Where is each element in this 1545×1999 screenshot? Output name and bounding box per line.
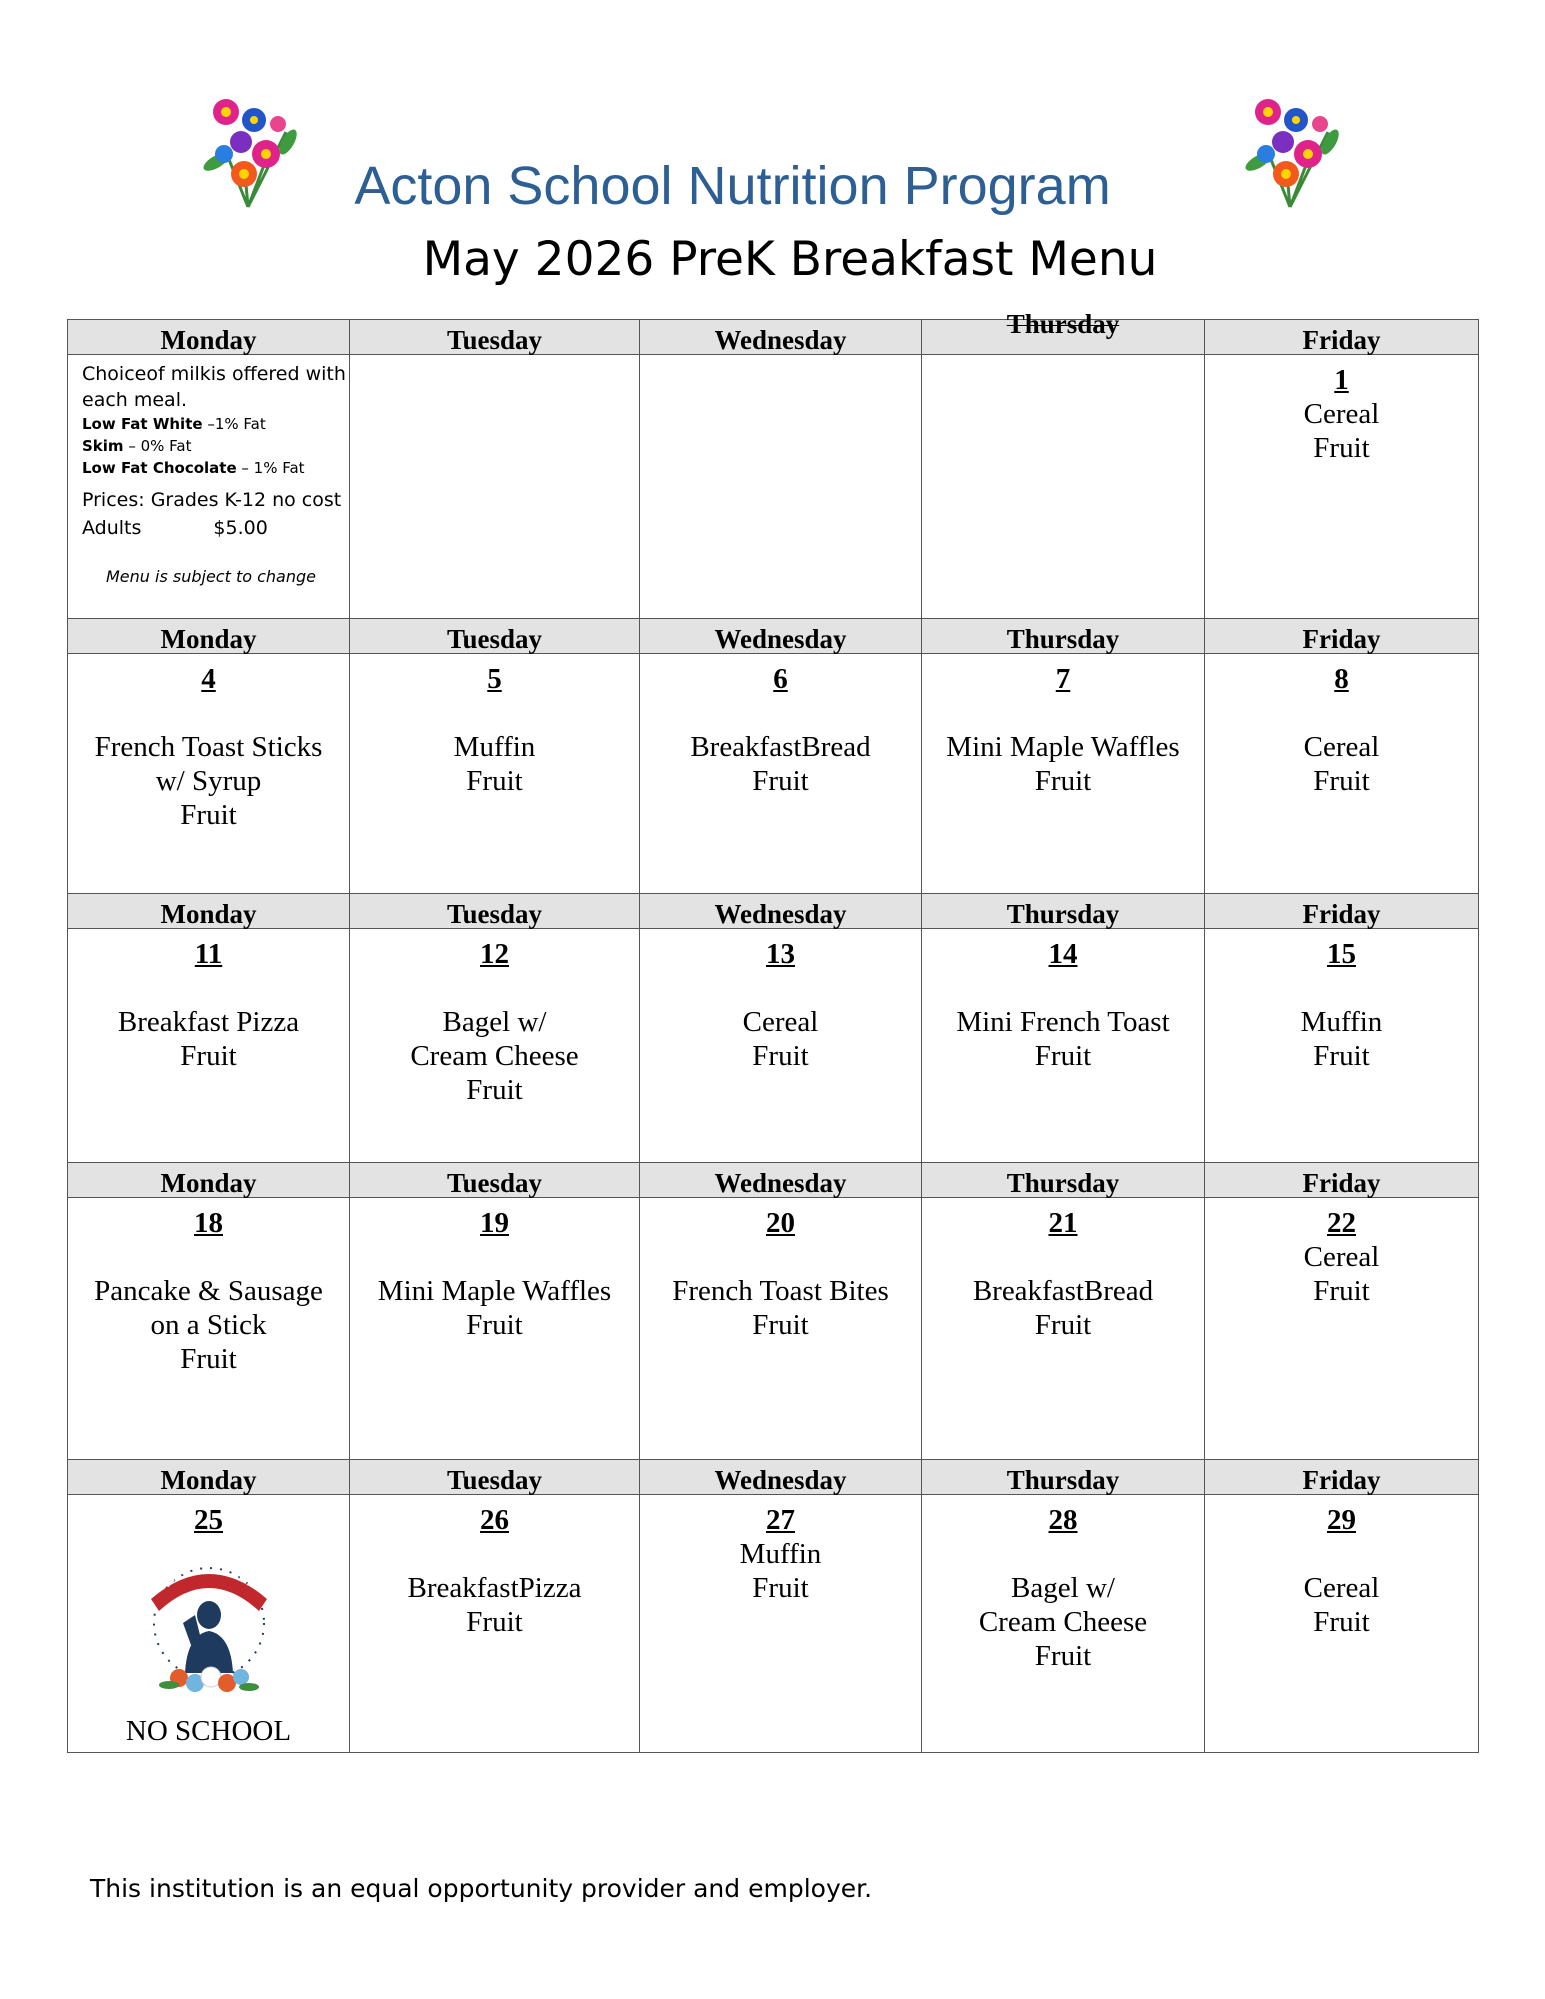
milk-statement: Choiceof milkis offered with each meal. <box>82 363 346 411</box>
week-2-header-row <box>68 619 1479 654</box>
week-1-row <box>68 355 1479 619</box>
milk-info-cell <box>68 355 350 619</box>
day-header: Tuesday <box>350 894 640 929</box>
svg-text:MEMORIAL DAY: MEMORIAL DAY <box>159 1556 258 1590</box>
menu-calendar <box>67 309 1479 1753</box>
day-number: 25 <box>194 1504 223 1536</box>
day-number: 27 <box>766 1504 795 1536</box>
day-header: Friday <box>1205 619 1479 654</box>
milk-option: Low Fat Chocolate – 1% Fat <box>82 459 305 477</box>
menu-item: Fruit <box>466 1074 523 1106</box>
org-title: Acton School Nutrition Program <box>354 156 1111 216</box>
day-number: 12 <box>480 938 509 970</box>
day-cell <box>350 1198 640 1460</box>
menu-item: Muffin <box>1300 1006 1383 1038</box>
day-cell <box>68 654 350 894</box>
day-header: Wednesday <box>640 320 922 355</box>
day-header: Monday <box>68 1460 350 1495</box>
day-header: Friday <box>1205 1460 1479 1495</box>
day-number: 15 <box>1327 938 1356 970</box>
menu-item: Cream Cheese <box>410 1040 579 1072</box>
day-header: Thursday <box>922 894 1205 929</box>
menu-item: Fruit <box>466 1309 523 1341</box>
week-4-header-row <box>68 1163 1479 1198</box>
empty-day-cell <box>350 355 640 619</box>
empty-day-cell <box>640 355 922 619</box>
day-cell <box>1205 654 1479 894</box>
day-header: Friday <box>1205 1163 1479 1198</box>
empty-day-cell <box>922 355 1205 619</box>
day-cell <box>922 654 1205 894</box>
menu-item: Mini Maple Waffles <box>377 1275 612 1307</box>
prices-text: Prices: Grades K-12 no cost <box>82 489 342 511</box>
day-cell <box>350 929 640 1163</box>
day-header: Thursday <box>922 1163 1205 1198</box>
day-number: 21 <box>1048 1207 1078 1239</box>
day-cell <box>68 929 350 1163</box>
menu-item: Muffin <box>739 1538 822 1570</box>
menu-item: Fruit <box>466 765 523 797</box>
day-number: 14 <box>1048 938 1078 970</box>
menu-item: on a Stick <box>150 1309 267 1341</box>
day-cell <box>922 1495 1205 1753</box>
menu-item: Cereal <box>1303 731 1380 763</box>
menu-item: Bagel w/ <box>442 1006 547 1038</box>
menu-item: Fruit <box>180 1040 237 1072</box>
menu-item: Fruit <box>1313 1606 1370 1638</box>
memorial-day-badge-icon <box>139 1553 279 1703</box>
day-header: Monday <box>68 1163 350 1198</box>
day-cell <box>640 1495 922 1753</box>
menu-item: Breakfast Pizza <box>117 1006 300 1038</box>
menu-item: Mini French Toast <box>956 1006 1170 1038</box>
day-number: 22 <box>1327 1207 1356 1239</box>
day-header: Tuesday <box>350 619 640 654</box>
day-cell <box>640 929 922 1163</box>
day-cell <box>922 929 1205 1163</box>
day-cell <box>640 1198 922 1460</box>
menu-item: Fruit <box>1313 1040 1370 1072</box>
equal-opportunity-statement: This institution is an equal opportunity provider and employer. <box>90 1874 873 1903</box>
week-5-row <box>68 1495 1479 1753</box>
week-5-header-row <box>68 1460 1479 1495</box>
menu-item: BreakfastPizza <box>407 1572 582 1604</box>
menu-item: Cereal <box>1303 1572 1380 1604</box>
day-header: Tuesday <box>350 320 640 355</box>
menu-change-note: Menu is subject to change <box>106 567 316 586</box>
menu-item: Fruit <box>752 1309 809 1341</box>
menu-item: Mini Maple Waffles <box>946 731 1180 763</box>
day-header: Friday <box>1205 894 1479 929</box>
menu-item: Fruit <box>180 1343 237 1375</box>
thursday-struck-label: Thursday <box>1006 309 1120 339</box>
day-header: Thursday <box>922 1460 1205 1495</box>
day-header-thursday-blank <box>922 309 1205 355</box>
day-number: 11 <box>194 938 223 970</box>
day-header: Wednesday <box>640 1460 922 1495</box>
menu-item: Bagel w/ <box>1011 1572 1115 1604</box>
menu-title: May 2026 PreK Breakfast Menu <box>422 232 1158 287</box>
week-2-row <box>68 654 1479 894</box>
day-cell <box>1205 929 1479 1163</box>
menu-item: w/ Syrup <box>155 765 262 797</box>
day-number: 4 <box>201 663 216 695</box>
day-number: 26 <box>480 1504 509 1536</box>
day-cell <box>640 654 922 894</box>
day-number: 1 <box>1334 364 1349 396</box>
day-cell <box>1205 355 1479 619</box>
menu-item: Fruit <box>180 799 237 831</box>
menu-item: Fruit <box>1034 765 1092 797</box>
day-number: 6 <box>773 663 788 695</box>
menu-item: Cereal <box>1303 398 1380 430</box>
day-number: 5 <box>487 663 502 695</box>
menu-item: Fruit <box>752 1572 809 1604</box>
menu-item: BreakfastBread <box>690 731 871 763</box>
menu-item: Cereal <box>1303 1241 1380 1273</box>
day-number: 8 <box>1334 663 1349 695</box>
day-header: Tuesday <box>350 1460 640 1495</box>
day-number: 13 <box>766 938 795 970</box>
menu-item: BreakfastBread <box>972 1275 1154 1307</box>
menu-item: Fruit <box>752 765 809 797</box>
menu-item: Fruit <box>1034 1040 1092 1072</box>
day-header: Friday <box>1205 320 1479 355</box>
day-header: Wednesday <box>640 1163 922 1198</box>
day-number: 18 <box>194 1207 223 1239</box>
day-number: 7 <box>1055 663 1071 695</box>
menu-item: Fruit <box>752 1040 809 1072</box>
day-cell <box>68 1198 350 1460</box>
day-cell <box>350 1495 640 1753</box>
week-4-row <box>68 1198 1479 1460</box>
day-number: 29 <box>1327 1504 1356 1536</box>
day-number: 28 <box>1048 1504 1078 1536</box>
menu-item: Pancake & Sausage <box>94 1275 323 1307</box>
day-cell <box>922 1198 1205 1460</box>
milk-option: Skim – 0% Fat <box>82 437 192 455</box>
milk-option: Low Fat White –1% Fat <box>82 415 266 433</box>
day-cell <box>1205 1495 1479 1753</box>
menu-item: Cereal <box>742 1006 819 1038</box>
day-header: Wednesday <box>640 619 922 654</box>
day-header: Monday <box>68 894 350 929</box>
menu-item: Fruit <box>1313 765 1370 797</box>
menu-item: French Toast Sticks <box>94 731 323 763</box>
day-cell <box>350 654 640 894</box>
day-number: 20 <box>766 1207 795 1239</box>
day-cell <box>68 1495 350 1753</box>
menu-item: Fruit <box>466 1606 523 1638</box>
menu-item: Fruit <box>1034 1640 1092 1672</box>
menu-item: Fruit <box>1034 1309 1092 1341</box>
menu-item: Fruit <box>1313 1275 1370 1307</box>
menu-item: Cream Cheese <box>978 1606 1148 1638</box>
week-1-header-row <box>68 320 1479 355</box>
menu-item: French Toast Bites <box>672 1275 889 1307</box>
week-3-header-row <box>68 894 1479 929</box>
day-header: Monday <box>68 320 350 355</box>
day-header: Monday <box>68 619 350 654</box>
adult-price: Adults $5.00 <box>82 517 268 539</box>
day-header: Tuesday <box>350 1163 640 1198</box>
day-header: Wednesday <box>640 894 922 929</box>
day-header: Thursday <box>922 619 1205 654</box>
day-number: 19 <box>480 1207 509 1239</box>
day-cell <box>1205 1198 1479 1460</box>
menu-item: Muffin <box>453 731 536 763</box>
week-3-row <box>68 929 1479 1163</box>
no-school-label: NO SCHOOL <box>125 1715 292 1747</box>
menu-item: Fruit <box>1313 432 1370 464</box>
